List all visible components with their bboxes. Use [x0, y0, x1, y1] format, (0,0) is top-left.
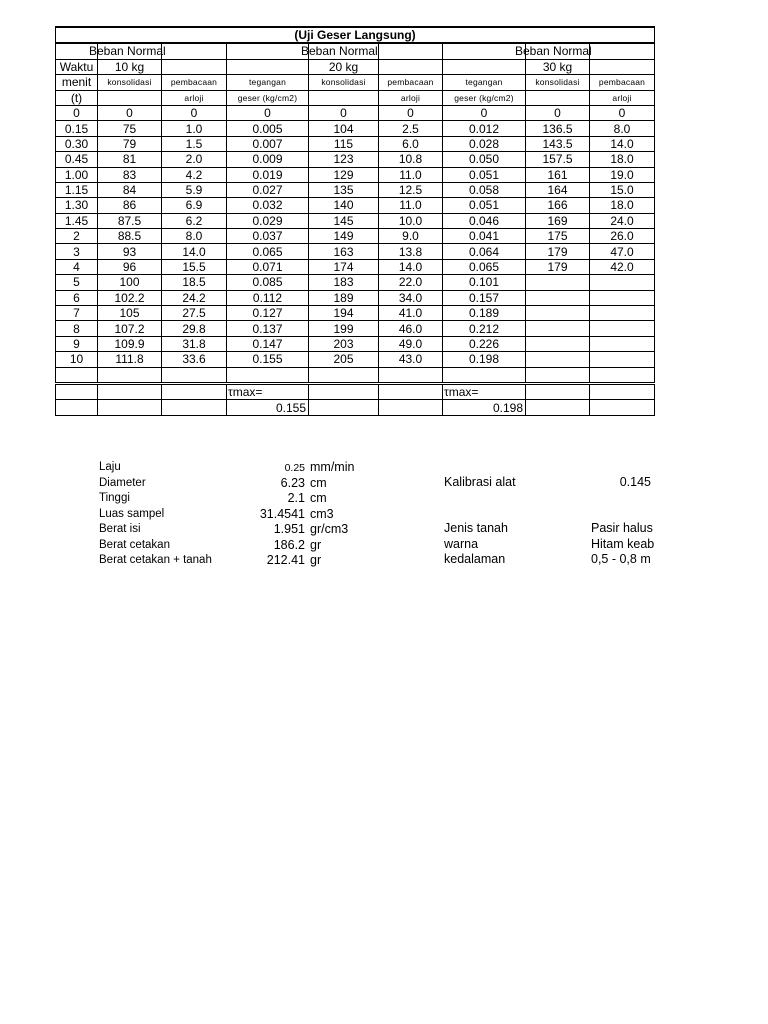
table-row — [56, 152, 655, 167]
table-cell: 14.0 — [162, 244, 227, 259]
table-cell: 0.189 — [443, 306, 526, 321]
table-cell: 2.5 — [379, 121, 443, 136]
table-cell: 3 — [56, 244, 98, 259]
table-cell: 0.028 — [443, 136, 526, 151]
table-cell: 6.0 — [379, 136, 443, 151]
table-cell: 104 — [309, 121, 379, 136]
table-cell: 9.0 — [379, 229, 443, 244]
table-row — [56, 105, 655, 120]
table-cell: 83 — [98, 167, 162, 182]
table-cell: 0.30 — [56, 136, 98, 151]
table-row — [56, 306, 655, 321]
table-title: (Uji Geser Langsung) — [56, 27, 655, 43]
info-unit: cm — [310, 476, 327, 490]
table-cell: 109.9 — [98, 336, 162, 351]
tmax-value-row — [56, 400, 655, 415]
column-header-row-1: menit konsolidasi pembacaan tegangan konsolidasi pembacaan tegangan konsolidasi pembacaan — [56, 75, 655, 90]
waktu-header: Waktu — [56, 59, 98, 74]
table-cell: 194 — [309, 306, 379, 321]
table-cell: 8.0 — [590, 121, 655, 136]
table-cell: 0.051 — [443, 198, 526, 213]
table-cell: 47.0 — [590, 244, 655, 259]
table-cell: 5.9 — [162, 182, 227, 197]
warna-label: warna — [444, 537, 479, 551]
info-unit: gr/cm3 — [310, 522, 349, 536]
table-cell: 2 — [56, 229, 98, 244]
table-cell — [526, 275, 590, 290]
jenis-label: Jenis tanah — [444, 521, 508, 535]
table-cell: 0.065 — [443, 259, 526, 274]
table-cell: 136.5 — [526, 121, 590, 136]
tmax-label-row — [56, 383, 655, 399]
tmax-label: τmax= — [443, 383, 526, 399]
table-cell: 0.127 — [227, 306, 309, 321]
table-cell: 179 — [526, 244, 590, 259]
table-cell: 1.15 — [56, 182, 98, 197]
table-cell: 1.5 — [162, 136, 227, 151]
table-cell: 0 — [98, 105, 162, 120]
table-cell: 15.5 — [162, 259, 227, 274]
table-cell: 1.45 — [56, 213, 98, 228]
table-cell — [526, 306, 590, 321]
info-label: Diameter — [99, 477, 146, 489]
blank-row — [56, 367, 655, 383]
table-cell: 13.8 — [379, 244, 443, 259]
table-cell: 174 — [309, 259, 379, 274]
info-label: Tinggi — [99, 492, 130, 504]
group-label-1: Beban Normal — [89, 44, 166, 59]
table-cell: 0.027 — [227, 182, 309, 197]
info-label: Berat cetakan + tanah — [99, 554, 212, 566]
table-cell: 123 — [309, 152, 379, 167]
info-unit: cm3 — [310, 507, 334, 521]
table-cell: 0.112 — [227, 290, 309, 305]
table-cell: 84 — [98, 182, 162, 197]
table-cell: 15.0 — [590, 182, 655, 197]
table-cell: 164 — [526, 182, 590, 197]
table-cell: 8 — [56, 321, 98, 336]
table-cell: 0.15 — [56, 121, 98, 136]
table-row — [56, 275, 655, 290]
table-cell: 2.0 — [162, 152, 227, 167]
table-row — [56, 213, 655, 228]
info-label: Luas sampel — [99, 508, 165, 520]
column-header-row-2: (t) arloji geser (kg/cm2) arloji geser (kg/cm2) arloji — [56, 90, 655, 105]
info-value: 212.41 — [266, 553, 305, 567]
table-cell: 135 — [309, 182, 379, 197]
table-cell: 31.8 — [162, 336, 227, 351]
table-cell: 1.00 — [56, 167, 98, 182]
table-row — [56, 229, 655, 244]
table-cell: 18.0 — [590, 198, 655, 213]
table-cell: 0 — [526, 105, 590, 120]
table-cell: 75 — [98, 121, 162, 136]
table-cell — [526, 336, 590, 351]
table-cell: 169 — [526, 213, 590, 228]
table-cell: 96 — [98, 259, 162, 274]
table-cell: 10.8 — [379, 152, 443, 167]
table-cell: 81 — [98, 152, 162, 167]
table-cell: 18.5 — [162, 275, 227, 290]
table-cell: 14.0 — [590, 136, 655, 151]
table-cell: 129 — [309, 167, 379, 182]
load-header-row — [56, 59, 655, 74]
table-cell: 10 — [56, 352, 98, 367]
table-cell: 0.071 — [227, 259, 309, 274]
table-cell: 24.0 — [590, 213, 655, 228]
group-label-3: Beban Normal — [515, 44, 592, 59]
tmax-value-10kg: 0.155 — [227, 400, 309, 415]
info-value: 31.4541 — [259, 507, 305, 521]
table-cell: 0 — [56, 105, 98, 120]
data-grid — [55, 26, 655, 416]
table-cell: 14.0 — [379, 259, 443, 274]
table-cell: 10.0 — [379, 213, 443, 228]
table-cell: 0.45 — [56, 152, 98, 167]
table-cell: 6 — [56, 290, 98, 305]
table-cell — [590, 290, 655, 305]
table-cell — [590, 336, 655, 351]
table-cell: 6.9 — [162, 198, 227, 213]
info-label: Berat isi — [99, 523, 141, 535]
table-cell: 0.050 — [443, 152, 526, 167]
table-cell: 107.2 — [98, 321, 162, 336]
table-cell — [590, 321, 655, 336]
table-cell: 26.0 — [590, 229, 655, 244]
table-cell: 0 — [443, 105, 526, 120]
table-cell: 0.137 — [227, 321, 309, 336]
table-row — [56, 259, 655, 274]
table-cell: 5 — [56, 275, 98, 290]
table-cell: 79 — [98, 136, 162, 151]
jenis-value: Pasir halus — [591, 521, 653, 535]
table-cell — [526, 321, 590, 336]
load-10: 10 kg — [98, 59, 162, 74]
info-value: 0.25 — [284, 462, 305, 474]
info-value: 6.23 — [280, 476, 305, 490]
table-cell: 0.007 — [227, 136, 309, 151]
table-cell: 88.5 — [98, 229, 162, 244]
table-row — [56, 321, 655, 336]
table-cell — [526, 290, 590, 305]
table-cell: 11.0 — [379, 167, 443, 182]
table-cell: 27.5 — [162, 306, 227, 321]
info-unit: gr — [310, 553, 322, 567]
info-unit: gr — [310, 538, 322, 552]
table-cell: 0 — [379, 105, 443, 120]
table-cell — [526, 352, 590, 367]
table-row — [56, 352, 655, 367]
table-cell: 0.155 — [227, 352, 309, 367]
table-cell: 140 — [309, 198, 379, 213]
group-header-row — [56, 43, 655, 59]
table-cell: 0 — [590, 105, 655, 120]
table-cell: 115 — [309, 136, 379, 151]
table-cell: 175 — [526, 229, 590, 244]
table-cell: 0.198 — [443, 352, 526, 367]
load-30: 30 kg — [526, 59, 590, 74]
table-cell: 34.0 — [379, 290, 443, 305]
table-cell: 29.8 — [162, 321, 227, 336]
table-cell: 0.051 — [443, 167, 526, 182]
table-cell: 161 — [526, 167, 590, 182]
table-row — [56, 121, 655, 136]
table-cell: 0.005 — [227, 121, 309, 136]
table-cell: 19.0 — [590, 167, 655, 182]
kalibrasi-label: Kalibrasi alat — [444, 475, 516, 489]
info-value: 1.951 — [273, 522, 305, 536]
group-label-2: Beban Normal — [301, 44, 378, 59]
warna-value: Hitam keab — [591, 537, 654, 551]
info-label: Berat cetakan — [99, 539, 170, 551]
table-cell: 7 — [56, 306, 98, 321]
table-cell: 143.5 — [526, 136, 590, 151]
table-cell: 49.0 — [379, 336, 443, 351]
table-row — [56, 167, 655, 182]
table-cell: 0.101 — [443, 275, 526, 290]
table-cell: 46.0 — [379, 321, 443, 336]
info-value: 186.2 — [273, 538, 305, 552]
table-cell: 145 — [309, 213, 379, 228]
table-cell: 0.085 — [227, 275, 309, 290]
info-unit: cm — [310, 491, 327, 505]
table-row — [56, 336, 655, 351]
table-cell: 0.029 — [227, 213, 309, 228]
table-cell: 0.037 — [227, 229, 309, 244]
table-cell: 179 — [526, 259, 590, 274]
table-cell: 0.065 — [227, 244, 309, 259]
table-cell: 0 — [309, 105, 379, 120]
table-cell: 105 — [98, 306, 162, 321]
table-cell: 189 — [309, 290, 379, 305]
table-cell: 41.0 — [379, 306, 443, 321]
table-cell: 163 — [309, 244, 379, 259]
table-cell: 199 — [309, 321, 379, 336]
kalibrasi-value: 0.145 — [619, 475, 651, 489]
table-cell: 0.046 — [443, 213, 526, 228]
info-label: Laju — [99, 461, 121, 473]
table-cell: 0.032 — [227, 198, 309, 213]
table-cell: 0 — [162, 105, 227, 120]
table-cell: 6.2 — [162, 213, 227, 228]
tmax-value-20kg: 0.198 — [443, 400, 526, 415]
table-cell: 43.0 — [379, 352, 443, 367]
table-cell: 22.0 — [379, 275, 443, 290]
table-row — [56, 198, 655, 213]
table-cell: 11.0 — [379, 198, 443, 213]
tmax-label: τmax= — [227, 383, 309, 399]
table-cell: 0 — [227, 105, 309, 120]
table-cell: 157.5 — [526, 152, 590, 167]
table-cell: 111.8 — [98, 352, 162, 367]
table-cell: 9 — [56, 336, 98, 351]
table-cell: 0.012 — [443, 121, 526, 136]
table-cell: 24.2 — [162, 290, 227, 305]
table-cell: 33.6 — [162, 352, 227, 367]
table-cell: 205 — [309, 352, 379, 367]
table-cell: 100 — [98, 275, 162, 290]
t-header: (t) — [56, 90, 98, 105]
table-cell: 0.226 — [443, 336, 526, 351]
table-cell: 203 — [309, 336, 379, 351]
table-cell: 87.5 — [98, 213, 162, 228]
info-unit: mm/min — [310, 460, 355, 474]
table-row — [56, 244, 655, 259]
table-cell: 1.0 — [162, 121, 227, 136]
table-cell: 0.019 — [227, 167, 309, 182]
table-cell: 0.009 — [227, 152, 309, 167]
table-cell: 149 — [309, 229, 379, 244]
table-cell: 18.0 — [590, 152, 655, 167]
table-cell: 0.064 — [443, 244, 526, 259]
table-cell — [590, 306, 655, 321]
kedalaman-label: kedalaman — [444, 552, 506, 566]
table-cell: 0.212 — [443, 321, 526, 336]
menit-header: menit — [56, 75, 98, 90]
table-cell: 0.058 — [443, 182, 526, 197]
shear-test-table — [55, 26, 654, 416]
table-cell: 0.157 — [443, 290, 526, 305]
table-cell: 102.2 — [98, 290, 162, 305]
table-cell: 93 — [98, 244, 162, 259]
load-20: 20 kg — [309, 59, 379, 74]
table-cell: 42.0 — [590, 259, 655, 274]
info-value: 2.1 — [287, 491, 305, 505]
table-cell: 0.041 — [443, 229, 526, 244]
table-cell: 0.147 — [227, 336, 309, 351]
table-cell: 8.0 — [162, 229, 227, 244]
kedalaman-value: 0,5 - 0,8 m — [591, 552, 651, 566]
table-row — [56, 182, 655, 197]
table-cell: 12.5 — [379, 182, 443, 197]
table-row — [56, 290, 655, 305]
table-cell: 166 — [526, 198, 590, 213]
table-cell — [590, 275, 655, 290]
table-cell — [590, 352, 655, 367]
table-cell: 4 — [56, 259, 98, 274]
table-cell: 4.2 — [162, 167, 227, 182]
title-row — [56, 27, 655, 43]
table-cell: 183 — [309, 275, 379, 290]
table-cell: 86 — [98, 198, 162, 213]
table-cell: 1.30 — [56, 198, 98, 213]
table-row — [56, 136, 655, 151]
